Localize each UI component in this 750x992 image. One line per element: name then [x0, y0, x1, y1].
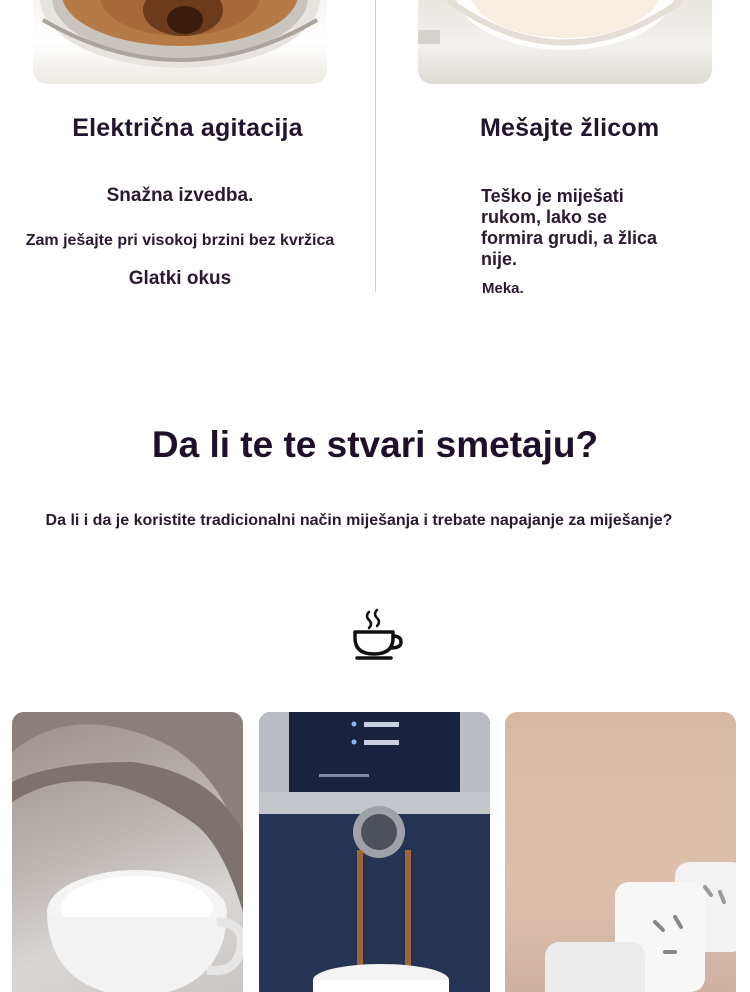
column-divider: [375, 0, 376, 292]
coffee-machine-photo: [259, 712, 490, 992]
left-line-performance: Snažna izvedba.: [106, 185, 254, 206]
right-column-body: Teško je miješati rukom, lako se formira grudi, a žlica nije.: [481, 186, 658, 269]
coffee-cup-icon: [351, 608, 403, 662]
left-column-title: Električna agitacija: [72, 114, 303, 142]
right-column-note: Meka.: [482, 280, 524, 297]
right-column-title: Mešajte žlicom: [480, 114, 660, 142]
power-outlets-photo: [505, 712, 736, 992]
coffee-cup-photo: [12, 712, 243, 992]
left-line-description: Zam ješajte pri visokoj brzini bez kvržica: [25, 232, 335, 249]
section-subline: Da li i da je koristite tradicionalni način miješanja i trebate napajanje za miješanje?: [45, 512, 673, 529]
electric-mug-photo: [33, 0, 327, 84]
spoon-cup-photo: [418, 0, 712, 84]
left-line-taste: Glatki okus: [128, 268, 232, 289]
section-headline: Da li te te stvari smetaju?: [151, 424, 599, 465]
